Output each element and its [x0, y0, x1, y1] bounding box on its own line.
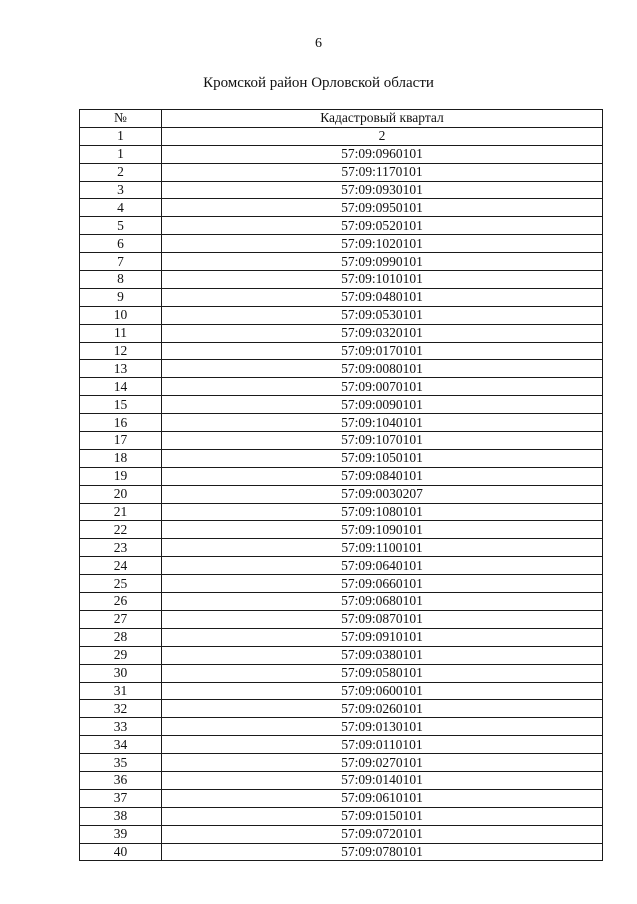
cadastral-quarter-code: 57:09:0680101	[162, 593, 603, 611]
table-row	[80, 181, 603, 199]
row-number: 22	[80, 521, 162, 539]
row-number: 21	[80, 503, 162, 521]
cadastral-quarters-table	[79, 109, 603, 861]
row-number: 12	[80, 342, 162, 360]
row-number: 36	[80, 771, 162, 789]
row-number: 20	[80, 485, 162, 503]
cadastral-quarter-code: 57:09:0610101	[162, 789, 603, 807]
cadastral-quarter-code: 57:09:0130101	[162, 718, 603, 736]
row-number: 6	[80, 235, 162, 253]
table-row	[80, 217, 603, 235]
row-number: 37	[80, 789, 162, 807]
table-row	[80, 324, 603, 342]
table-row	[80, 235, 603, 253]
table-row	[80, 306, 603, 324]
table-row	[80, 610, 603, 628]
table-row	[80, 754, 603, 772]
row-number: 40	[80, 843, 162, 861]
row-number: 7	[80, 253, 162, 271]
column-index-number: 1	[80, 127, 162, 145]
cadastral-quarter-code: 57:09:0530101	[162, 306, 603, 324]
table-row	[80, 521, 603, 539]
table-row	[80, 288, 603, 306]
cadastral-quarter-code: 57:09:1040101	[162, 414, 603, 432]
cadastral-quarter-code: 57:09:0840101	[162, 467, 603, 485]
cadastral-quarter-code: 57:09:0320101	[162, 324, 603, 342]
cadastral-quarter-code: 57:09:0030207	[162, 485, 603, 503]
cadastral-quarter-code: 57:09:0640101	[162, 557, 603, 575]
table-row	[80, 199, 603, 217]
table-row	[80, 718, 603, 736]
row-number: 9	[80, 288, 162, 306]
cadastral-quarter-code: 57:09:0270101	[162, 754, 603, 772]
table-row	[80, 575, 603, 593]
table-row	[80, 789, 603, 807]
row-number: 27	[80, 610, 162, 628]
column-header-number: №	[80, 110, 162, 128]
column-header-cadastral-quarter: Кадастровый квартал	[162, 110, 603, 128]
row-number: 5	[80, 217, 162, 235]
table-row	[80, 449, 603, 467]
cadastral-quarter-code: 57:09:0080101	[162, 360, 603, 378]
table-row	[80, 825, 603, 843]
table-row	[80, 378, 603, 396]
row-number: 8	[80, 271, 162, 289]
cadastral-quarter-code: 57:09:0170101	[162, 342, 603, 360]
table-row	[80, 539, 603, 557]
table-row	[80, 485, 603, 503]
table-row	[80, 628, 603, 646]
cadastral-quarter-code: 57:09:1020101	[162, 235, 603, 253]
row-number: 26	[80, 593, 162, 611]
table-row	[80, 271, 603, 289]
table-row	[80, 557, 603, 575]
row-number: 38	[80, 807, 162, 825]
cadastral-quarter-code: 57:09:1050101	[162, 449, 603, 467]
cadastral-quarter-code: 57:09:1100101	[162, 539, 603, 557]
table-row	[80, 414, 603, 432]
table-header-row	[80, 110, 603, 128]
page-number: 6	[315, 36, 322, 51]
column-index-cadastral-quarter: 2	[162, 127, 603, 145]
table-row	[80, 771, 603, 789]
row-number: 13	[80, 360, 162, 378]
table-row	[80, 145, 603, 163]
row-number: 19	[80, 467, 162, 485]
table-row	[80, 467, 603, 485]
row-number: 32	[80, 700, 162, 718]
cadastral-quarter-code: 57:09:0150101	[162, 807, 603, 825]
row-number: 2	[80, 163, 162, 181]
cadastral-quarter-code: 57:09:1070101	[162, 432, 603, 450]
row-number: 39	[80, 825, 162, 843]
row-number: 31	[80, 682, 162, 700]
table-row	[80, 253, 603, 271]
row-number: 4	[80, 199, 162, 217]
row-number: 29	[80, 646, 162, 664]
cadastral-quarter-code: 57:09:0580101	[162, 664, 603, 682]
table-row	[80, 432, 603, 450]
row-number: 18	[80, 449, 162, 467]
table-row	[80, 360, 603, 378]
table-row	[80, 664, 603, 682]
table-row	[80, 396, 603, 414]
table-row	[80, 163, 603, 181]
cadastral-quarter-code: 57:09:0910101	[162, 628, 603, 646]
row-number: 25	[80, 575, 162, 593]
table-row	[80, 682, 603, 700]
row-number: 11	[80, 324, 162, 342]
cadastral-quarter-code: 57:09:0660101	[162, 575, 603, 593]
cadastral-quarter-code: 57:09:1010101	[162, 271, 603, 289]
row-number: 33	[80, 718, 162, 736]
cadastral-quarter-code: 57:09:0090101	[162, 396, 603, 414]
row-number: 10	[80, 306, 162, 324]
cadastral-quarter-code: 57:09:0720101	[162, 825, 603, 843]
cadastral-quarter-code: 57:09:0950101	[162, 199, 603, 217]
table-row	[80, 646, 603, 664]
cadastral-quarter-code: 57:09:0520101	[162, 217, 603, 235]
row-number: 35	[80, 754, 162, 772]
row-number: 1	[80, 145, 162, 163]
cadastral-quarter-code: 57:09:0380101	[162, 646, 603, 664]
table-row	[80, 843, 603, 861]
cadastral-quarter-code: 57:09:0110101	[162, 736, 603, 754]
cadastral-quarter-code: 57:09:0070101	[162, 378, 603, 396]
table-row	[80, 593, 603, 611]
table-row	[80, 503, 603, 521]
cadastral-quarter-code: 57:09:0140101	[162, 771, 603, 789]
row-number: 23	[80, 539, 162, 557]
table-row	[80, 700, 603, 718]
cadastral-quarter-code: 57:09:0930101	[162, 181, 603, 199]
cadastral-quarter-code: 57:09:0480101	[162, 288, 603, 306]
document-title: Кромской район Орловской области	[203, 75, 434, 91]
cadastral-quarter-code: 57:09:0870101	[162, 610, 603, 628]
table-row	[80, 736, 603, 754]
row-number: 24	[80, 557, 162, 575]
cadastral-quarter-code: 57:09:1080101	[162, 503, 603, 521]
cadastral-quarter-code: 57:09:0780101	[162, 843, 603, 861]
cadastral-quarter-code: 57:09:0960101	[162, 145, 603, 163]
cadastral-quarter-code: 57:09:0600101	[162, 682, 603, 700]
row-number: 16	[80, 414, 162, 432]
cadastral-quarter-code: 57:09:0990101	[162, 253, 603, 271]
row-number: 34	[80, 736, 162, 754]
table-row	[80, 342, 603, 360]
row-number: 14	[80, 378, 162, 396]
cadastral-quarter-code: 57:09:1090101	[162, 521, 603, 539]
cadastral-quarter-code: 57:09:1170101	[162, 163, 603, 181]
table-row	[80, 807, 603, 825]
table-body	[80, 145, 603, 861]
row-number: 3	[80, 181, 162, 199]
row-number: 30	[80, 664, 162, 682]
cadastral-quarter-code: 57:09:0260101	[162, 700, 603, 718]
row-number: 28	[80, 628, 162, 646]
row-number: 15	[80, 396, 162, 414]
row-number: 17	[80, 432, 162, 450]
column-index-row	[80, 127, 603, 145]
